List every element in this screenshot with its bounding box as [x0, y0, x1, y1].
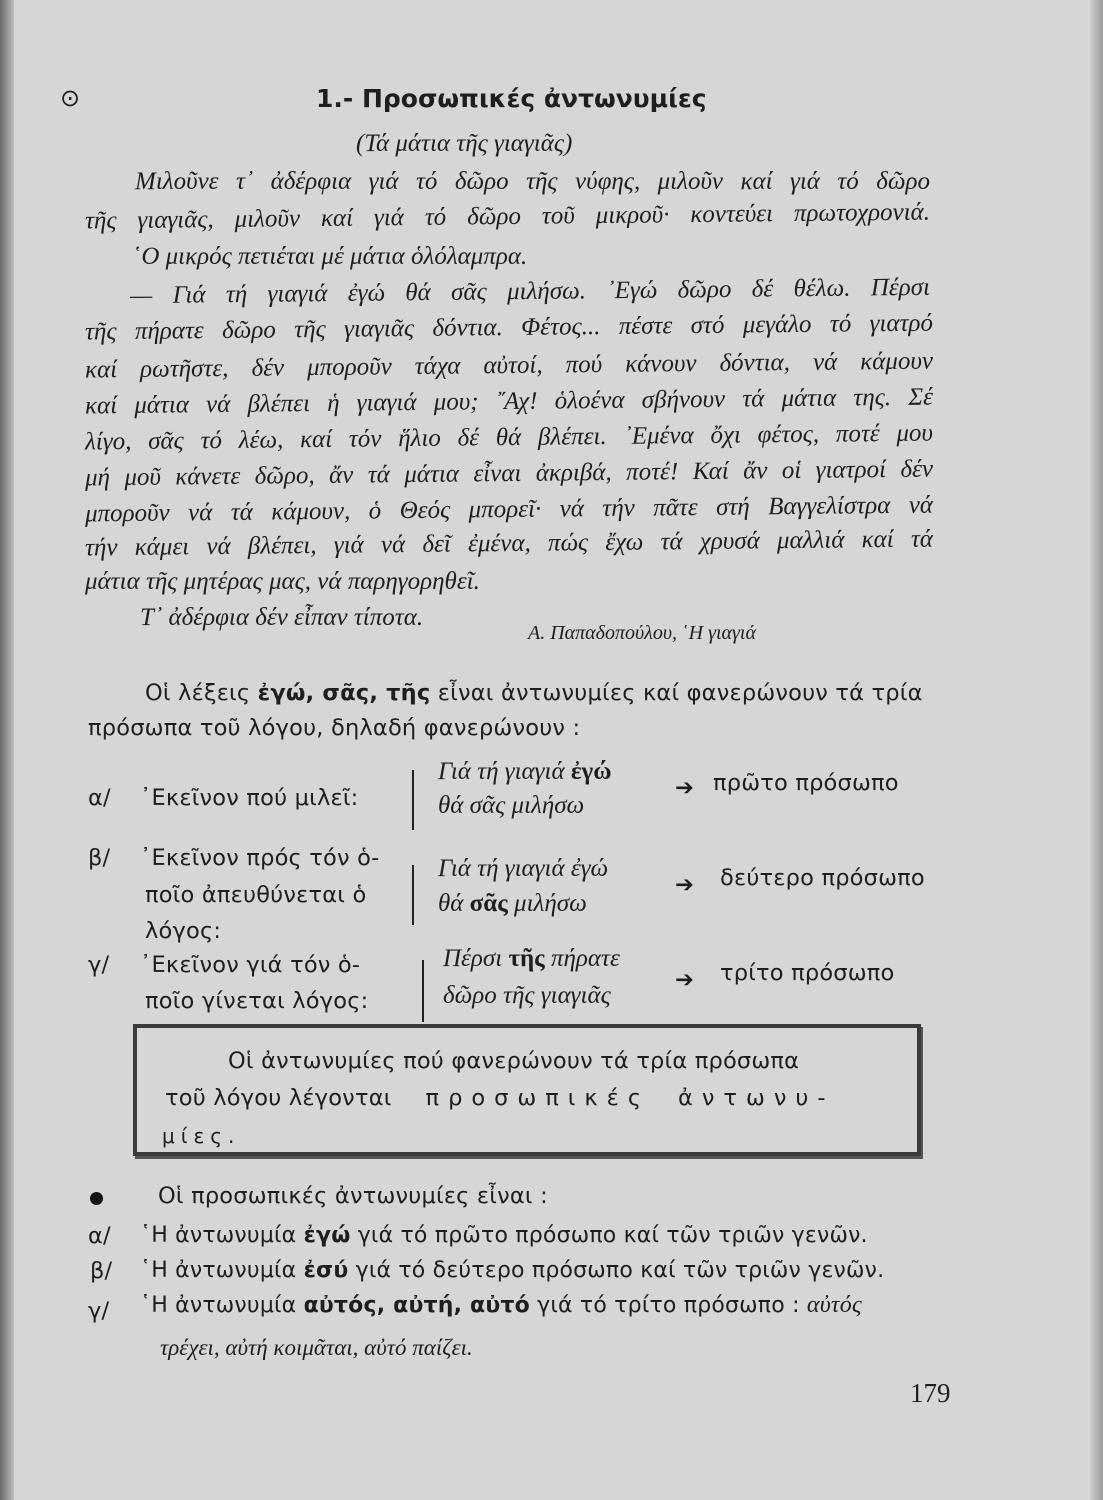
brace-icon — [412, 865, 414, 925]
story-line: τήν κάμει νά βλέπει, γιά νά δεῖ ἐμένα, πώς ἔχω τά χρυσά μαλλιά καί τά — [84, 525, 934, 562]
page-fold — [1090, 0, 1103, 1500]
page-number: 179 — [910, 1378, 951, 1408]
story-line: ῾Ο μικρός πετιέται μέ μάτια ὁλόλαμπρα. — [133, 243, 528, 270]
example-line: θά σᾶς μιλήσω — [438, 792, 585, 819]
story-line: μποροῦν νά τά κάμουν, ὁ Θεός μπορεῖ· νά τήν πᾶτε στή Βαγγελίστρα νά — [84, 491, 934, 528]
example-line: Γιά τή γιαγιά ἐγώ — [438, 758, 612, 785]
story-line: — Γιά τή γιαγιά ἐγώ θά σᾶς μιλήσω. ᾽Εγώ δῶρο δέ θέλω. Πέρσι — [129, 273, 931, 310]
rule-line: Οἱ ἀντωνυμίες πού φανερώνουν τά τρία πρόσωπα — [228, 1048, 800, 1074]
story-author: Α. Παπαδοπούλου, ῾Η γιαγιά — [528, 622, 756, 644]
intro-line: Οἱ λέξεις ἐγώ, σᾶς, τῆς εἶναι ἀντωνυμίες καί φανερώνουν τά τρία — [145, 680, 923, 706]
example-line: θά σᾶς μιλήσω — [438, 890, 587, 917]
brace-icon — [422, 960, 424, 1022]
example-line: δῶρο τῆς γιαγιᾶς — [443, 982, 611, 1009]
row-description: ᾽Εκεῖνον γιά τόν ὁ- — [140, 952, 361, 978]
list-item: ῾Η ἀντωνυμία αὐτός, αὐτή, αὐτό γιά τό τρίτο πρόσωπο : αὐτός — [140, 1292, 862, 1318]
example-line: Πέρσι τῆς πήρατε — [443, 945, 620, 972]
section-symbol: ⊙ — [60, 84, 81, 112]
story-subtitle: (Τά μάτια τῆς γιαγιᾶς) — [356, 130, 573, 157]
row-description: ποῖο γίνεται λόγος: — [145, 988, 369, 1014]
row-description: ᾽Εκεῖνον πρός τόν ὁ- — [140, 845, 380, 871]
story-line: μάτια τῆς μητέρας μας, νά παρηγορηθεῖ. — [85, 568, 480, 595]
list-item: ῾Η ἀντωνυμία ἐγώ γιά τό πρῶτο πρόσωπο καί τῶν τριῶν γενῶν. — [140, 1223, 868, 1248]
list-marker: α/ — [88, 1223, 111, 1249]
row-result: δεύτερο πρόσωπο — [720, 865, 925, 891]
story-line: λίγο, σᾶς τό λέω, καί τόν ἥλιο δέ θά βλέπει. ᾽Εμένα ὄχι φέτος, ποτέ μου — [84, 419, 934, 456]
row-result: πρῶτο πρόσωπο — [713, 770, 899, 796]
rule-line: μίες. — [162, 1124, 241, 1148]
story-line: μή μοῦ κάνετε δῶρο, ἄν τά μάτια εἶναι ἀκριβά, ποτέ! Καί ἄν οἱ γιατροί δέν — [84, 455, 934, 492]
row-description: ᾽Εκεῖνον πού μιλεῖ: — [140, 785, 359, 811]
list-marker: β/ — [90, 1258, 113, 1284]
story-line: καί μάτια νά βλέπει ἡ γιαγιά μου; ῎Αχ! ὁλοένα σβήνουν τά μάτια της. Σέ — [84, 383, 934, 420]
row-marker: α/ — [88, 785, 111, 811]
page-edge — [0, 0, 14, 1500]
rule-line: τοῦ λόγου λέγονται προσωπικές ἀντωνυ- — [165, 1085, 835, 1111]
list-marker: γ/ — [88, 1298, 110, 1324]
bullet-icon — [90, 1192, 103, 1205]
row-description: ποῖο ἀπευθύνεται ὁ — [145, 882, 367, 908]
row-result: τρίτο πρόσωπο — [720, 960, 895, 986]
arrow-icon: ➔ — [675, 872, 695, 898]
story-line: Μιλοῦνε τ᾽ ἀδέρφια γιά τό δῶρο τῆς νύφης, μιλοῦν καί γιά τό δῶρο — [135, 168, 930, 195]
brace-icon — [412, 770, 414, 830]
intro-line: πρόσωπα τοῦ λόγου, δηλαδή φανερώνουν : — [88, 715, 581, 741]
row-marker: γ/ — [88, 952, 110, 978]
list-item: ῾Η ἀντωνυμία ἐσύ γιά τό δεύτερο πρόσωπο καί τῶν τριῶν γενῶν. — [140, 1258, 885, 1283]
story-line: Τ᾽ ἀδέρφια δέν εἶπαν τίποτα. — [140, 604, 424, 631]
page-title: 1.- Προσωπικές ἀντωνυμίες — [316, 84, 707, 113]
list-heading: Οἱ προσωπικές ἀντωνυμίες εἶναι : — [158, 1183, 548, 1209]
example-line: Γιά τή γιαγιά ἐγώ — [438, 855, 608, 882]
list-item-continuation: τρέχει, αὐτή κοιμᾶται, αὐτό παίζει. — [160, 1335, 473, 1360]
story-line: τῆς γιαγιᾶς, μιλοῦν καί γιά τό δῶρο τοῦ μικροῦ· κοντεύει πρωτοχρονιά. — [84, 198, 931, 235]
row-marker: β/ — [88, 845, 111, 871]
story-line: καί ρωτῆστε, δέν μποροῦν τάχα αὐτοί, πού κάνουν δόντια, νά κάμουν — [84, 347, 934, 384]
story-line: τῆς πήρατε δῶρο τῆς γιαγιᾶς δόντια. Φέτος... πέστε στό μεγάλο τό γιατρό — [84, 309, 934, 346]
arrow-icon: ➔ — [675, 775, 695, 801]
arrow-icon: ➔ — [675, 967, 695, 993]
row-description: λόγος: — [145, 918, 222, 944]
